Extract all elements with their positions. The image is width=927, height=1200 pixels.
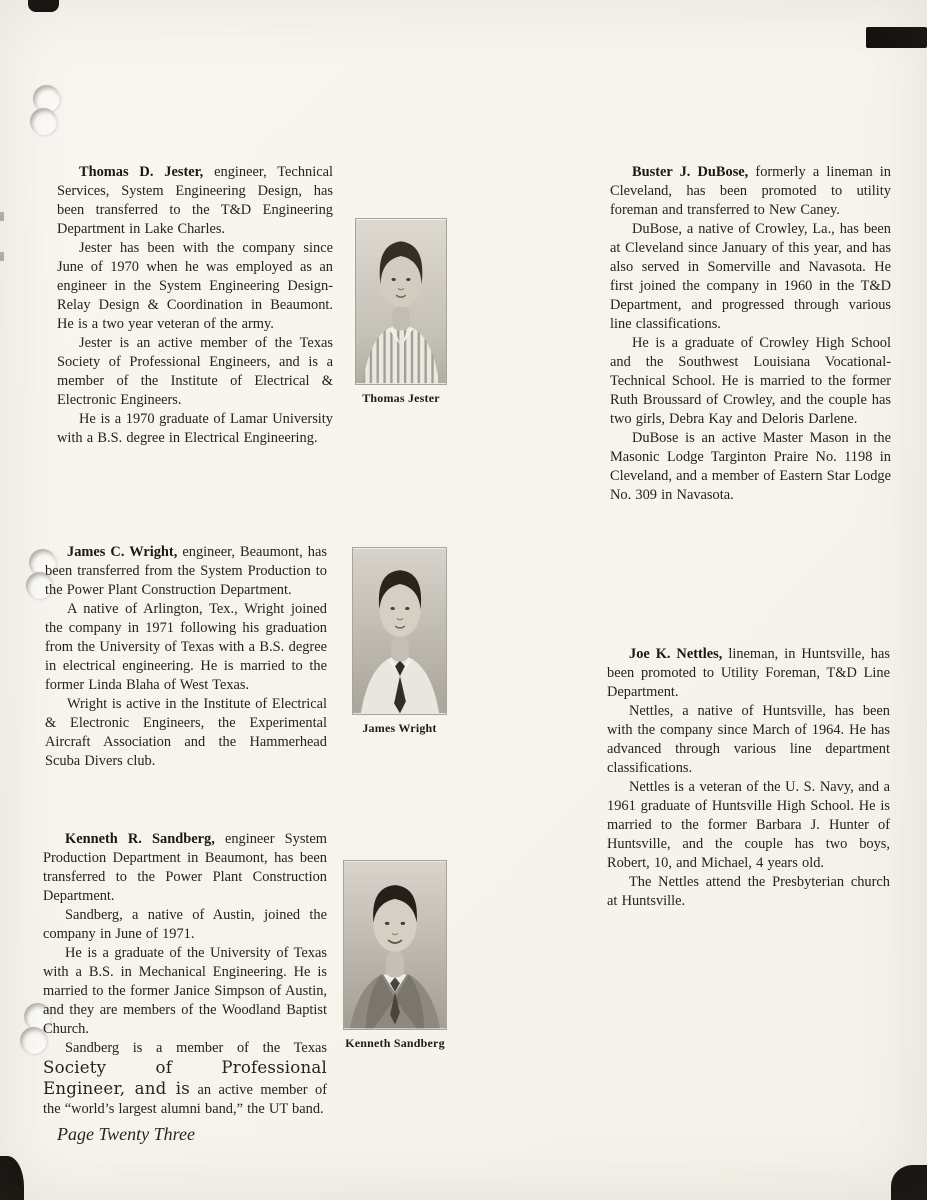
- article-kenneth-sandberg: [43, 830, 327, 1119]
- article-buster-dubose: [610, 163, 891, 505]
- paragraph-text: formerly a lineman in Cleveland, has been promoted to utility foreman and transferred to New Caney.: [610, 164, 891, 218]
- paragraph-text: engineer System Production Department in Beaumont, has been transferred to the Power Plant Construction Department.: [43, 831, 327, 904]
- article-paragraph: [610, 163, 891, 220]
- person-name: James C. Wright,: [67, 544, 178, 560]
- scan-mark-bottom-left: [0, 1156, 24, 1200]
- scan-tick: [0, 252, 4, 261]
- punch-hole: [30, 108, 57, 135]
- person-name: Joe K. Nettles,: [629, 646, 723, 662]
- article-paragraph: He is a graduate of Crowley High School and the Southwest Louisiana Vocational-Technical School. He is married to the former Ruth Broussard of Crowley, and the couple has two girls, Debra Kay and Deloris Darlene.: [610, 335, 891, 427]
- article-paragraph: Jester is an active member of the Texas Society of Professional Engineers, and is a member of the Institute of Electrical & Electronic Engineers.: [57, 335, 333, 408]
- article-paragraph: [43, 1039, 327, 1119]
- person-name: Kenneth R. Sandberg,: [65, 831, 215, 847]
- person-name: Buster J. DuBose,: [632, 164, 749, 180]
- article-paragraph: Sandberg, a native of Austin, joined the company in June of 1971.: [43, 907, 327, 942]
- paragraph-text: engineer, Beaumont, has been transferred from the System Production to the Power Plant Construction Department.: [45, 544, 327, 598]
- person-name: Thomas D. Jester,: [79, 164, 204, 180]
- article-paragraph: He is a 1970 graduate of Lamar University with a B.S. degree in Electrical Engineering.: [57, 411, 333, 446]
- portrait-photo-kenneth-sandberg: [343, 860, 447, 1051]
- photo-caption: Thomas Jester: [362, 391, 440, 405]
- photo-caption: Kenneth Sandberg: [345, 1036, 445, 1050]
- article-paragraph: [43, 830, 327, 906]
- scan-tick: [0, 212, 4, 221]
- article-paragraph: The Nettles attend the Presbyterian church at Huntsville.: [607, 874, 890, 909]
- article-paragraph: Wright is active in the Institute of Electrical & Electronic Engineers, the Experimental Aircraft Association and the Hammerhead Scuba Divers club.: [45, 696, 327, 769]
- article-thomas-jester: [57, 163, 333, 448]
- article-paragraph: [57, 163, 333, 239]
- article-paragraph: [607, 645, 890, 702]
- article-paragraph: He is a graduate of the University of Texas with a B.S. in Mechanical Engineering. He is married to the former Janice Simpson of Austin, and they are members of the Woodland Baptist Church.: [43, 945, 327, 1037]
- portrait-photo-thomas-jester: [355, 218, 447, 406]
- article-james-wright: [45, 543, 327, 771]
- scan-mark-top-right: [866, 27, 927, 48]
- article-joe-nettles: [607, 645, 890, 911]
- scan-mark-bottom-right: [891, 1165, 927, 1200]
- typesetting-anomaly-line: Society of Professional Engineer, and is: [43, 1058, 327, 1098]
- paragraph-text: engineer, Technical Services, System Engineering Design, has been transferred to the T&D Engineering Department in Lake Charles.: [57, 164, 333, 237]
- portrait-image: [343, 860, 447, 1030]
- paragraph-text: lineman, in Huntsville, has been promoted to Utility Foreman, T&D Line Department.: [607, 646, 890, 700]
- article-paragraph: A native of Arlington, Tex., Wright joined the company in 1971 following his graduation from the University of Texas with a B.S. degree in electrical engineering. He is married to the former Linda Blaha of West Texas.: [45, 601, 327, 693]
- page-number: Page Twenty Three: [57, 1124, 195, 1144]
- paragraph-text: Sandberg is a member of the Texas: [65, 1040, 327, 1056]
- paragraph-text: an active member of the “world’s largest alumni band,” the UT band.: [43, 1082, 327, 1117]
- portrait-image: [355, 218, 447, 385]
- article-paragraph: DuBose is an active Master Mason in the Masonic Lodge Targinton Praire No. 1198 in Cleveland, and a member of Eastern Star Lodge No. 309 in Navasota.: [610, 430, 891, 503]
- portrait-photo-james-wright: [352, 547, 447, 736]
- photo-caption: James Wright: [362, 721, 437, 735]
- article-paragraph: Jester has been with the company since June of 1970 when he was employed as an engineer in the System Engineering Design-Relay Design & Coordination in Beaumont. He is a two year veteran of the army.: [57, 240, 333, 332]
- article-paragraph: [45, 543, 327, 600]
- article-paragraph: Nettles is a veteran of the U. S. Navy, and a 1961 graduate of Huntsville High School. He is married to the former Barbara J. Hunter of Huntsville, and the couple has two boys, Robert, 10, and Michael, 4 years old.: [607, 779, 890, 871]
- article-paragraph: Nettles, a native of Huntsville, has been with the company since March of 1964. He has advanced through various line department classifications.: [607, 703, 890, 776]
- scan-mark-top-left: [28, 0, 59, 12]
- portrait-image: [352, 547, 447, 715]
- article-paragraph: DuBose, a native of Crowley, La., has been at Cleveland since January of this year, and has also served in Somerville and Navasota. He first joined the company in 1960 in the T&D Department, and progressed through various line classifications.: [610, 221, 891, 332]
